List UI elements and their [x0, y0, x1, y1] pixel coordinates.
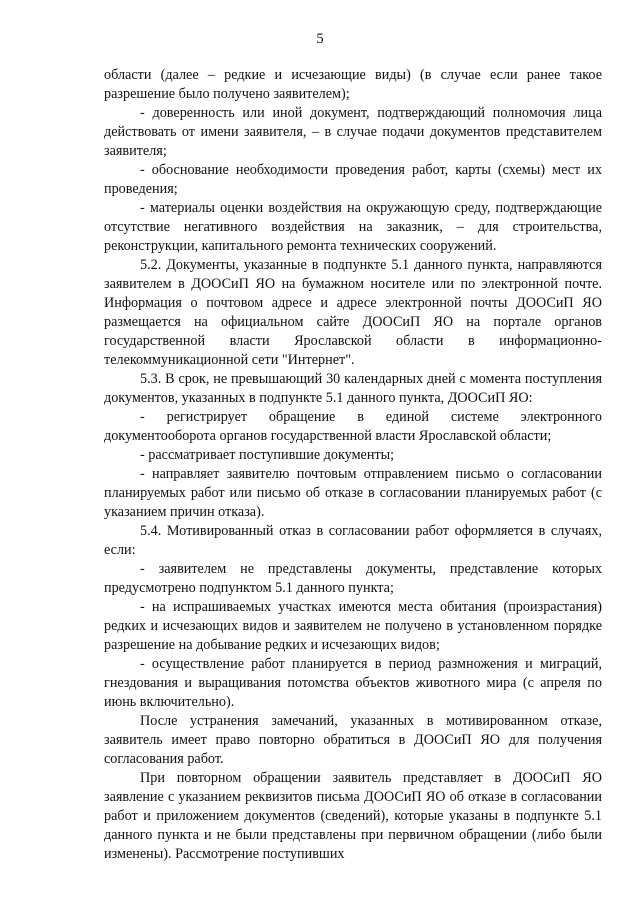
- paragraph-5-4: 5.4. Мотивированный отказ в согласовании работ оформляется в случаях, если:: [104, 523, 602, 558]
- paragraph-5-3: 5.3. В срок, не превышающий 30 календарных дней с момента поступления документов, указанных в подпункте 5.1 данного пункта, ДООСиП ЯО:: [104, 371, 602, 406]
- list-item-habitats: - на испрашиваемых участках имеются места обитания (произрастания) редких и исчезающих видов и заявителем не получено в установленном порядке разрешение на добывание редких и исчезающих видов;: [104, 599, 602, 653]
- list-item-justification: - обоснование необходимости проведения работ, карты (схемы) мест их проведения;: [104, 162, 602, 197]
- paragraph-continuation: области (далее – редкие и исчезающие виды) (в случае если ранее такое разрешение было получено заявителем);: [104, 67, 602, 102]
- paragraph-5-2: 5.2. Документы, указанные в подпункте 5.1 данного пункта, направляются заявителем в ДООСиП ЯО на бумажном носителе или по электронной почте. Информация о почтовом адресе и адресе электронной почты ДООСиП ЯО размещается на официальном сайте ДООСиП ЯО на портале органов государственной власти Ярославской области в информационно-телекоммуникационной сети "Интернет".: [104, 257, 602, 368]
- list-item-power-of-attorney: - доверенность или иной документ, подтверждающий полномочия лица действовать от имени заявителя, – в случае подачи документов представителем заявителя;: [104, 105, 602, 159]
- list-item-breeding-period: - осуществление работ планируется в период размножения и миграций, гнездования и выращивания потомства объектов животного мира (с апреля по июнь включительно).: [104, 656, 602, 710]
- list-item-review: - рассматривает поступившие документы;: [140, 447, 395, 463]
- paragraph-after-remarks: После устранения замечаний, указанных в мотивированном отказе, заявитель имеет право повторно обратиться в ДООСиП ЯО для получения согласования работ.: [104, 713, 602, 767]
- page-number: 5: [316, 31, 324, 47]
- document-body: [104, 66, 602, 864]
- list-item-missing-documents: - заявителем не представлены документы, представление которых предусмотрено подпунктом 5.1 данного пункта;: [104, 561, 602, 596]
- paragraph-repeat-request: При повторном обращении заявитель представляет в ДООСиП ЯО заявление с указанием реквизитов письма ДООСиП ЯО об отказе в согласовании работ и приложением документов (сведений), которые указаны в подпункте 5.1 данного пункта и не были представлены при первичном обращении (либо были изменены). Рассмотрение поступивших: [104, 770, 602, 862]
- list-item-register: - регистрирует обращение в единой системе электронного документооборота органов государственной власти Ярославской области;: [104, 409, 602, 444]
- list-item-impact-assessment: - материалы оценки воздействия на окружающую среду, подтверждающие отсутствие негативного воздействия на заказник, – для строительства, реконструкции, капитального ремонта технических сооружений.: [104, 200, 602, 254]
- list-item-send-letter: - направляет заявителю почтовым отправлением письмо о согласовании планируемых работ или письмо об отказе в согласовании планируемых работ (с указанием причин отказа).: [104, 466, 602, 520]
